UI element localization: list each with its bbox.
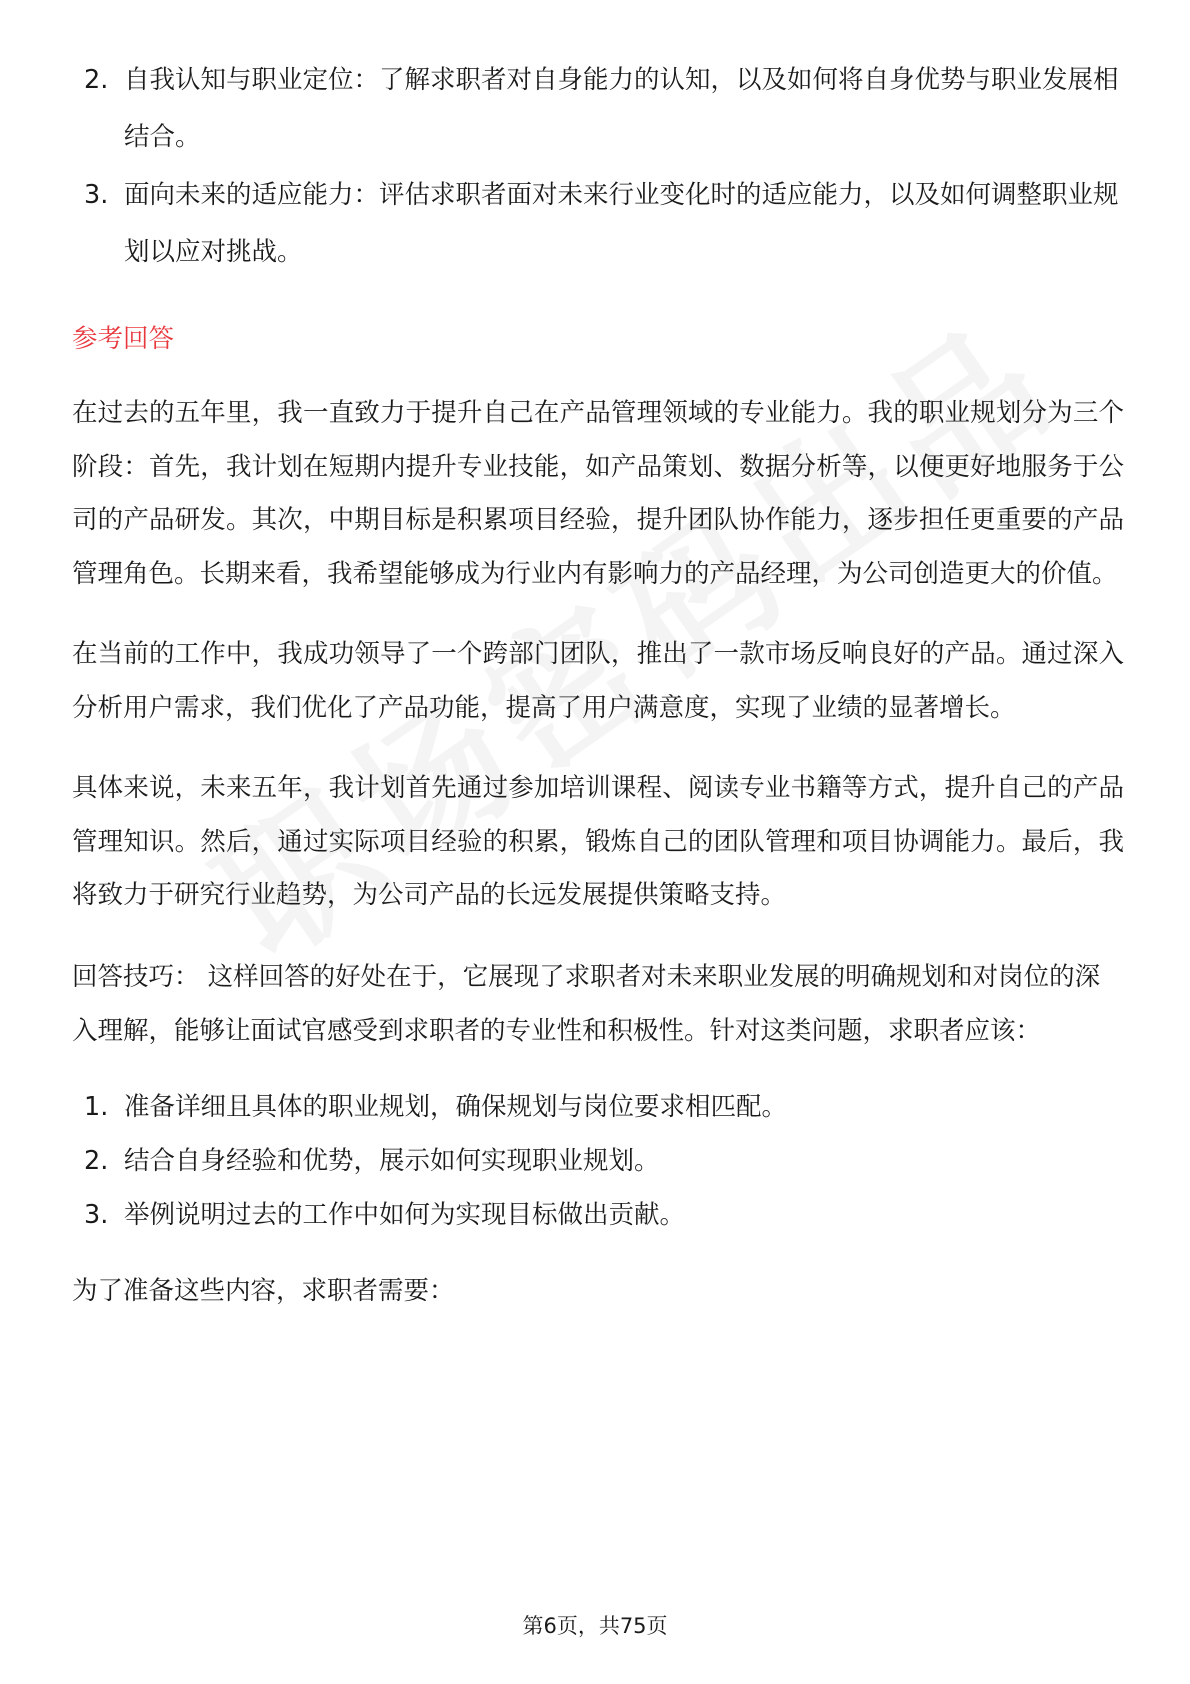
list-text: 准备详细且具体的职业规划，确保规划与岗位要求相匹配。 — [124, 1091, 788, 1122]
tips-numbered-list — [72, 1081, 1124, 1242]
answer-paragraph: 在当前的工作中，我成功领导了一个跨部门团队，推出了一款市场反响良好的产品。通过深入分析用户需求，我们优化了产品功能，提高了用户满意度，实现了业绩的显著增长。 — [72, 639, 1124, 723]
page-content — [72, 52, 1124, 1343]
list-number: 2. — [84, 65, 109, 95]
closing-paragraph: 为了准备这些内容，求职者需要： — [72, 1275, 455, 1306]
answer-paragraph: 在过去的五年里，我一直致力于提升自己在产品管理领域的专业能力。我的职业规划分为三个阶段：首先，我计划在短期内提升专业技能，如产品策划、数据分析等，以便更好地服务于公司的产品研发。其次，中期目标是积累项目经验，提升团队协作能力，逐步担任更重要的产品管理角色。长期来看，我希望能够成为行业内有影响力的产品经理，为公司创造更大的价值。 — [72, 398, 1124, 589]
list-text: 结合自身经验和优势，展示如何实现职业规划。 — [124, 1145, 660, 1176]
answer-paragraph: 具体来说，未来五年，我计划首先通过参加培训课程、阅读专业书籍等方式，提升自己的产品管理知识。然后，通过实际项目经验的积累，锻炼自己的团队管理和项目协调能力。最后，我将致力于研究行业趋势，为公司产品的长远发展提供策略支持。 — [72, 773, 1124, 910]
list-number: 2. — [84, 1145, 109, 1176]
tips-paragraph: 回答技巧： 这样回答的好处在于，它展现了求职者对未来职业发展的明确规划和对岗位的深入理解，能够让面试官感受到求职者的专业性和积极性。针对这类问题，求职者应该： — [72, 961, 1101, 1046]
list-text: 举例说明过去的工作中如何为实现目标做出贡献。 — [124, 1199, 686, 1230]
list-item — [72, 1081, 1124, 1134]
section-title: 参考回答 — [72, 324, 175, 354]
list-number: 3. — [84, 1199, 109, 1230]
list-item — [72, 52, 1124, 166]
list-item — [72, 1135, 1124, 1188]
page-footer: 第6页，共75页 — [522, 1614, 668, 1638]
list-number: 3. — [84, 180, 109, 210]
list-item — [72, 167, 1124, 281]
list-number: 1. — [84, 1091, 109, 1122]
top-numbered-list — [72, 52, 1124, 281]
list-item — [72, 1189, 1124, 1242]
list-text: 自我认知与职业定位：了解求职者对自身能力的认知，以及如何将自身优势与职业发展相结合。 — [124, 65, 1119, 152]
list-text: 面向未来的适应能力：评估求职者面对未来行业变化时的适应能力，以及如何调整职业规划以应对挑战。 — [124, 180, 1119, 267]
